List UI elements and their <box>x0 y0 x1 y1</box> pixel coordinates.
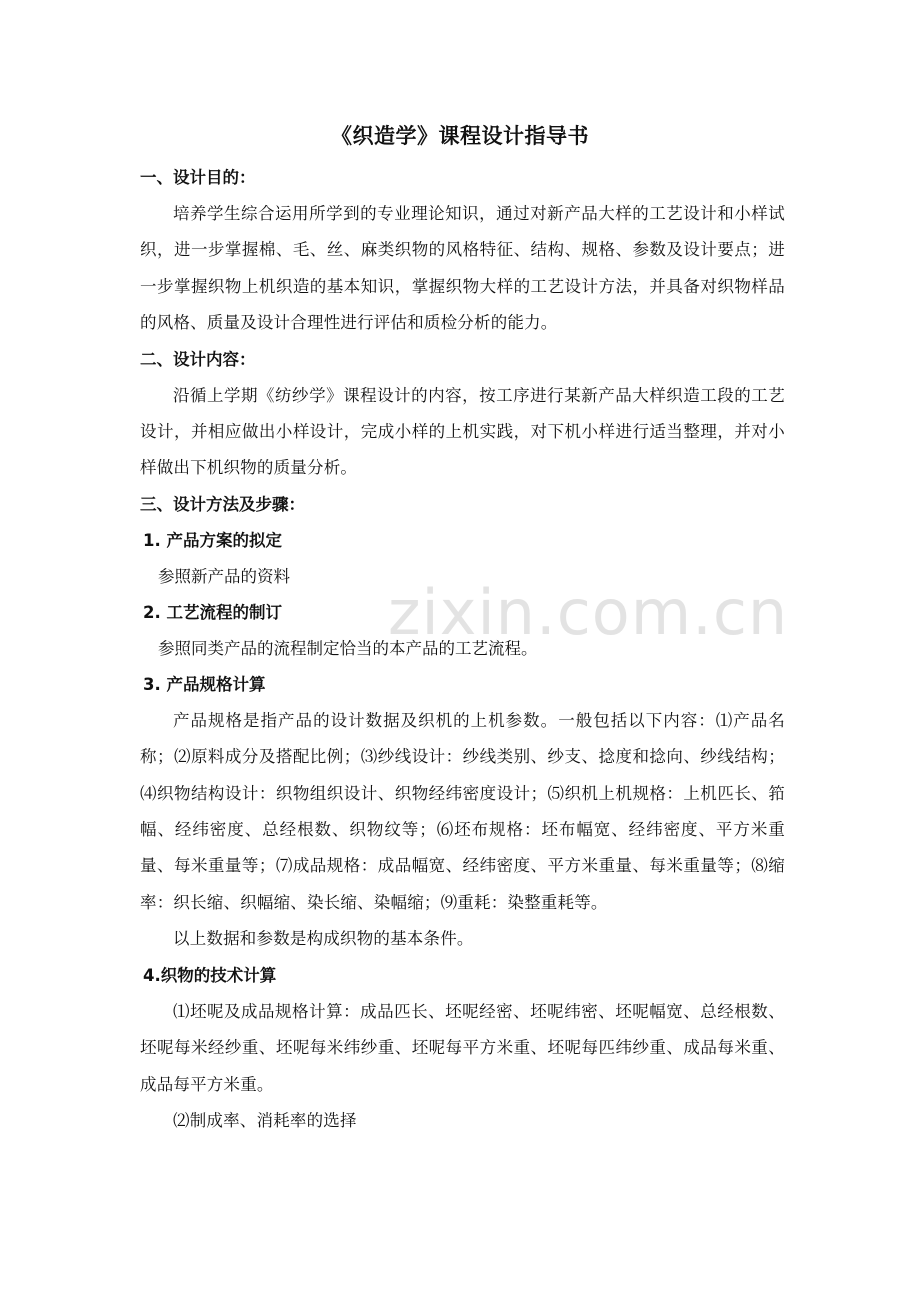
step-1-text: 参照新产品的资料 <box>158 566 290 586</box>
step-2-text: 参照同类产品的流程制定恰当的本产品的工艺流程。 <box>158 638 538 658</box>
step-3-paragraph-2: 以上数据和参数是构成织物的基本条件。 <box>173 929 474 949</box>
section-1-heading: 一、设计目的： <box>140 168 256 187</box>
step-4-heading: 4.织物的技术计算 <box>143 965 277 985</box>
section-1-paragraph: 培养学生综合运用所学到的专业理论知识，通过对新产品大样的工艺设计和小样试织，进一步掌握棉、毛、丝、麻类织物的风格特征、结构、规格、参数及设计要点；进一步掌握织物上机织造的基本知识，掌握织物大样的工艺设计方法，并具备对织物样品的风格、质量及设计合理性进行评估和质检分析的能力。 <box>140 204 785 333</box>
watermark: zixin.com.cn <box>388 576 789 649</box>
section-2-paragraph: 沿循上学期《纺纱学》课程设计的内容，按工序进行某新产品大样织造工段的工艺设计，并相应做出小样设计，完成小样的上机实践，对下机小样进行适当整理，并对小样做出下机织物的质量分析。 <box>140 385 785 478</box>
step-4-paragraph-1: ⑴坯呢及成品规格计算：成品匹长、坯呢经密、坯呢纬密、坯呢幅宽、总经根数、坯呢每米经纱重、坯呢每米纬纱重、坯呢每平方米重、坯呢每匹纬纱重、成品每米重、成品每平方米重。 <box>140 1001 785 1094</box>
step-4-paragraph-2: ⑵制成率、消耗率的选择 <box>173 1110 357 1130</box>
document-title: 《织造学》课程设计指导书 <box>331 124 589 148</box>
document-body <box>140 160 785 1139</box>
section-2-heading: 二、设计内容： <box>140 349 256 369</box>
step-1-heading: 1. 产品方案的拟定 <box>143 530 282 550</box>
step-2-heading: 2. 工艺流程的制订 <box>143 602 282 622</box>
step-3-heading: 3. 产品规格计算 <box>143 674 266 694</box>
section-3-heading: 三、设计方法及步骤： <box>140 494 305 514</box>
step-3-paragraph-1: 产品规格是指产品的设计数据及织机的上机参数。一般包括以下内容：⑴产品名称；⑵原料成分及搭配比例；⑶纱线设计：纱线类别、纱支、捻度和捻向、纱线结构；⑷织物结构设计：织物组织设计、织物经纬密度设计；⑸织机上机规格：上机匹长、筘幅、经纬密度、总经根数、织物纹等；⑹坯布规格：坯布幅宽、经纬密度、平方米重量、每米重量等；⑺成品规格：成品幅宽、经纬密度、平方米重量、每米重量等；⑻缩率：织长缩、织幅缩、染长缩、染幅缩；⑼重耗：染整重耗等。 <box>140 710 785 912</box>
